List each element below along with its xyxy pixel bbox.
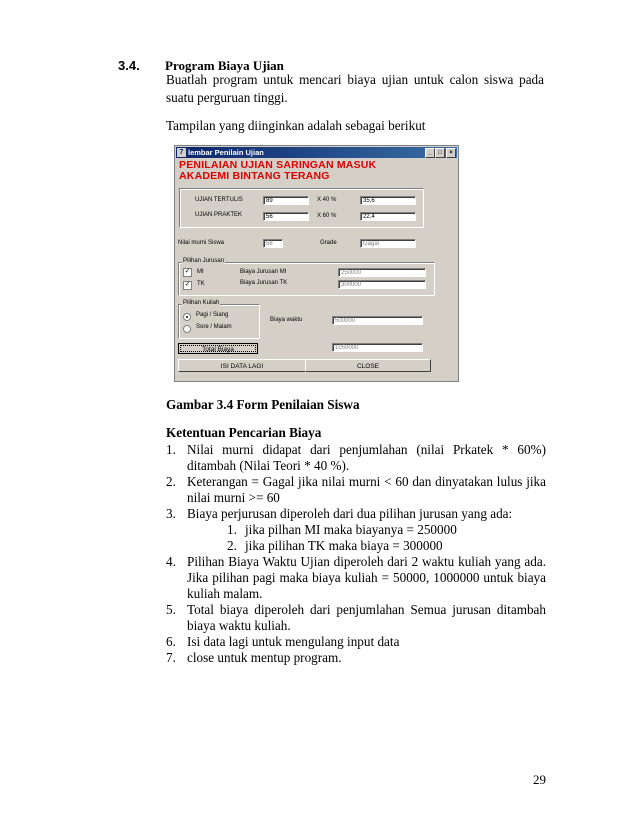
pilihan-jurusan-label: Pilihan Jurusan bbox=[183, 258, 225, 264]
heading-line-1: PENILAIAN UJIAN SARINGAN MASUK bbox=[179, 159, 377, 171]
total-output[interactable]: 1050000 bbox=[332, 343, 423, 352]
x40-output[interactable]: 35,6 bbox=[360, 196, 416, 205]
sub-list bbox=[187, 522, 546, 554]
list-item: 5. Total biaya diperoleh dari penjumlahan Semua jurusan ditambah biaya waktu kuliah. bbox=[166, 602, 546, 633]
total-biaya-button[interactable]: Total Biaya bbox=[178, 343, 258, 354]
list-item: 2. Keterangan = Gagal jika nilai murni < 60 dan dinyatakan lulus jika nilai murni >= 60 bbox=[166, 474, 546, 505]
pagi-radio[interactable] bbox=[183, 313, 191, 321]
x40-label: X 40 % bbox=[317, 197, 337, 203]
close-icon[interactable]: × bbox=[446, 148, 456, 158]
app-icon: 7 bbox=[177, 148, 186, 157]
ujian-praktek-label: UJIAN PRAKTEK bbox=[195, 212, 243, 218]
nilai-murni-output[interactable]: 58 bbox=[263, 239, 283, 248]
grade-output[interactable]: Gagal bbox=[360, 239, 416, 248]
maximize-icon[interactable]: □ bbox=[435, 148, 445, 158]
list-item: 6. Isi data lagi untuk mengulang input data bbox=[166, 634, 400, 649]
pilihan-kuliah-label: Pilihan Kuliah bbox=[183, 300, 220, 306]
x60-output[interactable]: 22,4 bbox=[360, 212, 416, 221]
display-note: Tampilan yang diinginkan adalah sebagai berikut bbox=[166, 118, 426, 133]
tk-checkbox[interactable]: ✓ bbox=[184, 281, 191, 288]
ujian-praktek-input[interactable]: 56 bbox=[263, 212, 309, 221]
ujian-tertulis-input[interactable]: 89 bbox=[263, 196, 309, 205]
form-heading bbox=[179, 160, 376, 182]
biaya-waktu-label: Biaya waktu bbox=[270, 317, 303, 323]
mi-label: MI bbox=[197, 269, 204, 275]
mi-checkbox[interactable]: ✓ bbox=[184, 268, 191, 275]
biaya-mi-label: Biaya Jurusan MI bbox=[240, 269, 287, 275]
window-title: lembar Penilain Ujian bbox=[188, 148, 264, 157]
list-item: 1. Nilai murni didapat dari penjumlahan (nilai Prkatek * 60%) ditambah (Nilai Teori * 40 %). bbox=[166, 442, 546, 473]
rules-title: Ketentuan Pencarian Biaya bbox=[166, 425, 322, 440]
close-button[interactable]: CLOSE bbox=[305, 359, 431, 372]
window-titlebar bbox=[176, 147, 457, 158]
sub-list-item: 1. jika pilhan MI maka biayanya = 250000 bbox=[227, 522, 457, 537]
biaya-waktu-output[interactable]: 500000 bbox=[332, 316, 423, 325]
rules-list bbox=[166, 442, 546, 666]
nilai-murni-label: Nilai murni Siswa bbox=[178, 240, 225, 246]
biaya-mi-output[interactable]: 250000 bbox=[338, 268, 426, 277]
minimize-icon[interactable]: _ bbox=[425, 148, 435, 158]
biaya-tk-label: Biaya Jurusan TK bbox=[240, 280, 288, 286]
section-title: Program Biaya Ujian bbox=[165, 58, 284, 73]
list-item: 3. Biaya perjurusan diperoleh dari dua pilihan jurusan yang ada: 1. jika pilhan MI maka biayanya = 250000 2. jika pilihan TK maka biaya = 300000 bbox=[166, 506, 546, 554]
x60-label: X 60 % bbox=[317, 213, 337, 219]
section-number: 3.4. bbox=[118, 58, 140, 73]
intro-paragraph: Buatlah program untuk mencari biaya ujian untuk calon siswa pada suatu perguruan tinggi. bbox=[166, 72, 544, 105]
tk-label: TK bbox=[197, 281, 205, 287]
isi-data-lagi-button[interactable]: ISI DATA LAGI bbox=[178, 359, 306, 372]
grade-label: Grade bbox=[320, 240, 337, 246]
list-item: 4. Pilihan Biaya Waktu Ujian diperoleh dari 2 waktu kuliah yang ada. Jika pilihan pagi maka biaya kuliah = 50000, 1000000 untuk biaya kuliah malam. bbox=[166, 554, 546, 601]
sore-label: Sore / Malam bbox=[196, 324, 232, 330]
score-group bbox=[179, 188, 424, 228]
ujian-tertulis-label: UJIAN TERTULIS bbox=[195, 197, 243, 203]
heading-line-2: AKADEMI BINTANG TERANG bbox=[179, 170, 330, 182]
form-window bbox=[174, 145, 459, 382]
pagi-label: Pagi / Siang bbox=[196, 312, 229, 318]
page-number: 29 bbox=[533, 772, 546, 787]
pilihan-kuliah-group bbox=[178, 304, 260, 339]
biaya-tk-output[interactable]: 300000 bbox=[338, 280, 426, 289]
figure-caption: Gambar 3.4 Form Penilaian Siswa bbox=[166, 397, 360, 412]
sore-radio[interactable] bbox=[183, 325, 191, 333]
sub-list-item: 2. jika pilihan TK maka biaya = 300000 bbox=[227, 538, 443, 553]
list-item: 7. close untuk mentup program. bbox=[166, 650, 342, 665]
